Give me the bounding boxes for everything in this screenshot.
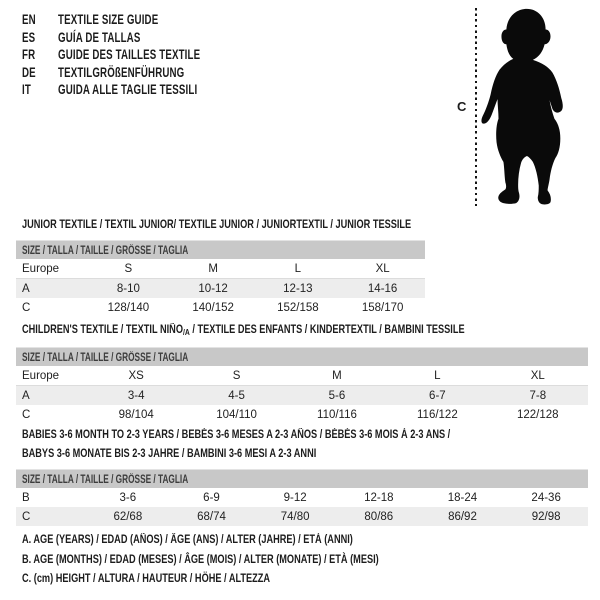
size-cell: 98/104: [118, 408, 154, 421]
language-list: [22, 11, 200, 99]
size-cell: 18-24: [447, 491, 478, 504]
language-row: [22, 81, 200, 99]
table-title-line: [22, 321, 475, 342]
row-label: Europe: [16, 366, 86, 386]
table-title-line: [22, 216, 412, 235]
language-row: [22, 29, 200, 47]
size-header-bar: [16, 469, 588, 488]
table-title: [22, 216, 425, 235]
size-cell: 80/86: [337, 507, 421, 526]
table-row: [16, 507, 588, 526]
legend-line: B. AGE (MONTHS) / EDAD (MESES) / ÂGE (MOIS) / ALTER (MONATE) / ETÀ (MESI): [22, 553, 379, 566]
size-cell: 12-18: [364, 491, 394, 504]
height-dimension-label: C: [457, 99, 467, 114]
language-code: EN: [22, 12, 36, 27]
row-label: C: [22, 301, 31, 314]
size-cell: 4-5: [186, 386, 286, 406]
table-row: [16, 386, 588, 406]
size-cell: 9-12: [283, 491, 307, 504]
baby-silhouette-icon: [480, 2, 570, 210]
language-label: GUIDA ALLE TAGLIE TESSILI: [58, 82, 198, 97]
size-cell: 10-12: [171, 279, 256, 299]
size-header-bar: [16, 240, 425, 259]
size-cell: L: [387, 366, 487, 386]
size-cell: 128/140: [107, 301, 150, 314]
size-grid: [16, 259, 425, 317]
size-cell: L: [256, 259, 341, 279]
table-row: [16, 298, 425, 317]
table-title-text: /A: [182, 327, 190, 337]
size-cell: 6-7: [387, 386, 487, 406]
row-label: A: [16, 279, 86, 299]
size-cell: 3-4: [86, 386, 186, 406]
size-header-text: SIZE / TALLA / TAILLE / GRÖSSE / TAGLIA: [22, 352, 189, 364]
size-grid: [16, 366, 588, 424]
size-cell: 14-16: [340, 279, 425, 299]
size-cell: 104/110: [216, 408, 257, 421]
table-row: [16, 405, 588, 424]
language-code: IT: [22, 82, 31, 97]
size-cell: S: [186, 366, 286, 386]
height-dotted-line: [475, 8, 477, 206]
table-title-text: BABYS 3-6 MONATE BIS 2-3 JAHRE / BAMBINI 3-6 MESI A 2-3 ANNI: [22, 448, 317, 460]
size-cell: 3-6: [119, 491, 137, 504]
table-title: [22, 426, 588, 464]
size-cell: S: [86, 259, 171, 279]
size-cell: 152/158: [277, 301, 319, 314]
table-title-text: CHILDREN'S TEXTILE / TEXTIL NIÑO: [22, 324, 183, 336]
size-cell: 68/74: [170, 507, 254, 526]
size-cell: 116/122: [417, 408, 458, 421]
size-table-junior: [16, 216, 425, 317]
row-label: B: [22, 491, 30, 504]
language-row: [22, 46, 200, 64]
legend-line: C. (cm) HEIGHT / ALTURA / HAUTEUR / HÖHE / ALTEZZA: [22, 573, 271, 585]
legend-line: A. AGE (YEARS) / EDAD (AÑOS) / ÂGE (ANS) / ALTER (JAHRE) / ETÀ (ANNI): [22, 534, 353, 546]
size-cell: 110/116: [317, 408, 357, 421]
size-cell: 62/68: [86, 507, 170, 526]
language-code: ES: [22, 29, 36, 45]
language-label: GUÍA DE TALLAS: [58, 29, 141, 45]
language-code: FR: [22, 47, 36, 62]
table-row: [16, 259, 425, 279]
size-cell: 6-9: [203, 491, 220, 504]
table-row: [16, 279, 425, 299]
language-label: TEXTILE SIZE GUIDE: [58, 12, 159, 27]
size-cell: 92/98: [504, 507, 588, 526]
size-header-bar: [16, 347, 588, 366]
row-label: Europe: [16, 259, 86, 279]
size-header-text: SIZE / TALLA / TAILLE / GRÖSSE / TAGLIA: [22, 245, 189, 257]
size-cell: 86/92: [421, 507, 505, 526]
language-label: GUIDE DES TAILLES TEXTILE: [58, 47, 201, 62]
table-row: [16, 488, 588, 507]
size-cell: 12-13: [256, 279, 341, 299]
row-label: A: [16, 386, 86, 406]
size-table-children: [16, 321, 588, 424]
size-cell: M: [171, 259, 256, 279]
size-cell: 5-6: [287, 386, 387, 406]
language-label: TEXTILGRÖßENFÜHRUNG: [58, 64, 185, 80]
table-title-text: JUNIOR TEXTILE / TEXTIL JUNIOR/ TEXTILE JUNIOR / JUNIORTEXTIL / JUNIOR TESSILE: [22, 219, 412, 231]
size-grid: [16, 488, 588, 526]
size-cell: 8-10: [86, 279, 171, 299]
size-cell: 74/80: [253, 507, 337, 526]
table-title-line: [22, 426, 475, 445]
table-title-text: / TEXTILE DES ENFANTS / KINDERTEXTIL / BAMBINI TESSILE: [189, 324, 465, 336]
size-cell: 7-8: [488, 386, 588, 406]
language-row: [22, 64, 200, 82]
size-cell: 158/170: [361, 301, 404, 314]
size-cell: 122/128: [516, 408, 559, 421]
table-title-text: BABIES 3-6 MONTH TO 2-3 YEARS / BEBÉS 3-6 MESES A 2-3 AÑOS / BÉBÉS 3-6 MOIS À 2-3 ANS /: [22, 429, 451, 441]
size-cell: 24-36: [531, 491, 561, 504]
language-code: DE: [22, 64, 36, 80]
size-cell: XL: [340, 259, 425, 279]
language-row: [22, 11, 200, 29]
table-row: [16, 366, 588, 386]
size-header-text: SIZE / TALLA / TAILLE / GRÖSSE / TAGLIA: [22, 474, 189, 486]
table-title-line: [22, 445, 475, 464]
row-label: C: [22, 408, 31, 421]
row-label: C: [16, 507, 86, 526]
size-cell: XS: [86, 366, 186, 386]
table-title: [22, 321, 588, 342]
baby-height-figure: [450, 0, 600, 215]
size-table-babies: [16, 426, 588, 526]
measure-legend: [22, 531, 379, 590]
size-cell: XL: [488, 366, 588, 386]
size-cell: M: [287, 366, 387, 386]
size-cell: 140/152: [192, 301, 234, 314]
